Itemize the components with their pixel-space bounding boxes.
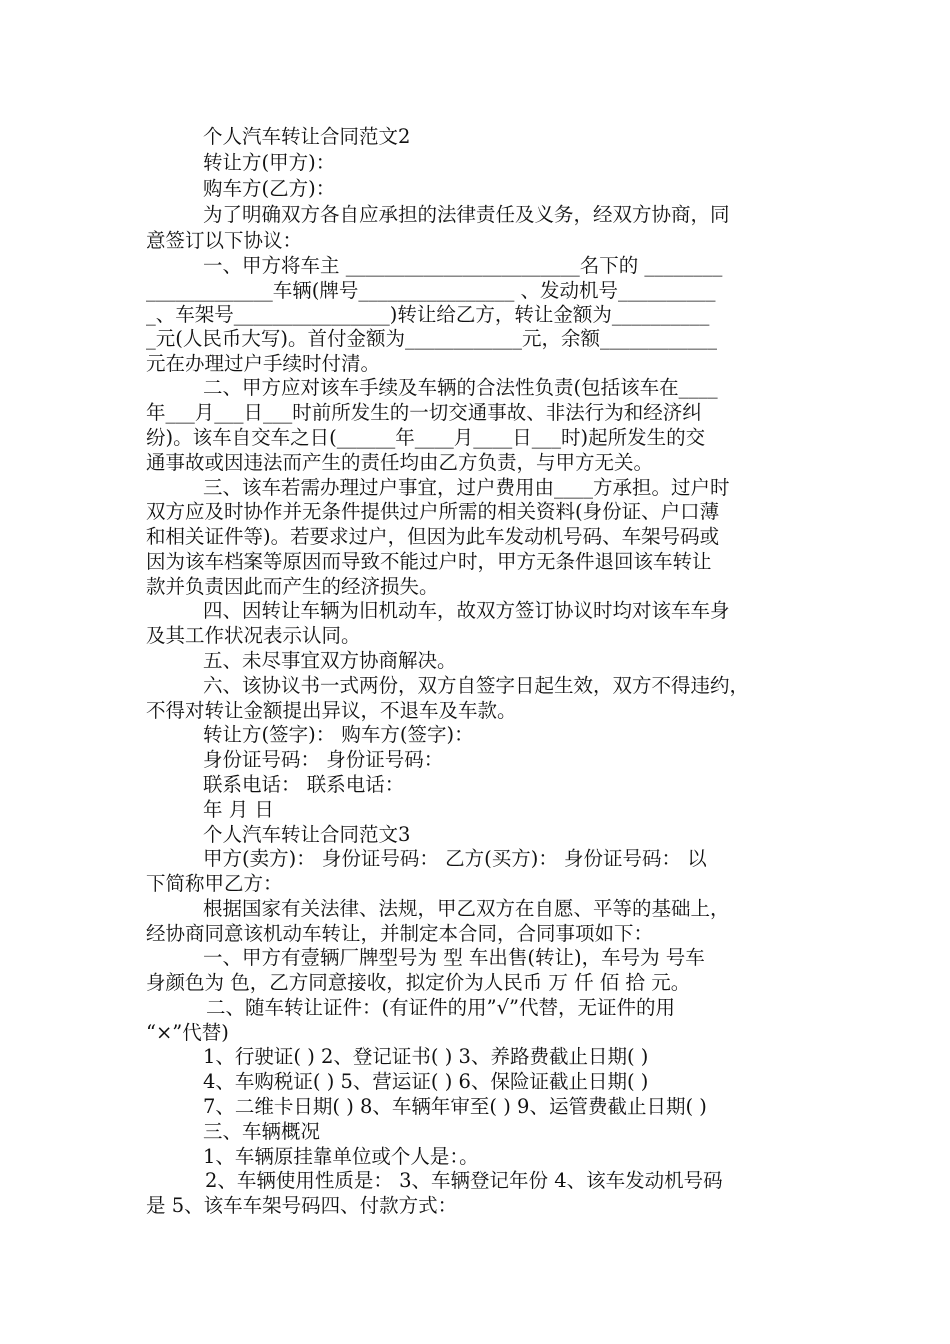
text-line: 不得对转让金额提出异议，不退车及车款。 bbox=[146, 699, 517, 722]
date-line: 年 月 日 bbox=[203, 798, 274, 821]
text-line: 下简称甲乙方： bbox=[146, 872, 283, 895]
text-line: 六、该协议书一式两份，双方自签字日起生效，双方不得违约， bbox=[203, 674, 750, 697]
text-line: 经协商同意该机动车转让，并制定本合同，合同事项如下： bbox=[146, 922, 654, 945]
text-line: 转让方(甲方)： bbox=[203, 151, 336, 174]
text-line: 1、行驶证( ) 2、登记证书( ) 3、养路费截止日期( ) bbox=[203, 1045, 649, 1068]
text-line: 购车方(乙方)： bbox=[203, 177, 336, 200]
text-line: 年___月___日___时前所发生的一切交通事故、非法行为和经济纠 bbox=[146, 401, 702, 424]
text-line: 双方应及时协作并无条件提供过户所需的相关资料(身份证、户口薄 bbox=[146, 500, 720, 523]
text-line: 因为该车档案等原因而导致不能过户时，甲方无条件退回该车转让 bbox=[146, 550, 712, 573]
text-line: 1、车辆原挂靠单位或个人是：。 bbox=[203, 1145, 479, 1168]
text-line: 转让方(签字)： 购车方(签字)： bbox=[203, 723, 474, 746]
text-line: 二、随车转让证件：(有证件的用”√”代替，无证件的用 bbox=[206, 996, 675, 1019]
text-line: 身份证号码： 身份证号码： bbox=[203, 748, 444, 771]
text-line: 五、未尽事宜双方协商解决。 bbox=[203, 649, 457, 672]
text-line: 三、车辆概况 bbox=[203, 1120, 321, 1143]
text-line: _元(人民币大写)。首付金额为____________元，余额____________ bbox=[146, 327, 717, 350]
text-line: 纷)。该车自交车之日(______年____月____日___时)起所发生的交 bbox=[146, 426, 706, 449]
text-line: 身颜色为 色，乙方同意接收，拟定价为人民币 万 仟 佰 拾 元。 bbox=[146, 971, 691, 994]
text-line: _____________车辆(牌号________________ 、发动机号__________ bbox=[146, 279, 716, 302]
text-line: 为了明确双方各自应承担的法律责任及义务，经双方协商，同 bbox=[203, 203, 730, 226]
text-line: 2、车辆使用性质是： 3、车辆登记年份 4、该车发动机号码 bbox=[205, 1169, 723, 1192]
text-line: “×”代替) bbox=[146, 1021, 229, 1044]
text-line: 通事故或因违法而产生的责任均由乙方负责，与甲方无关。 bbox=[146, 451, 654, 474]
text-line: 款并负责因此而产生的经济损失。 bbox=[146, 575, 439, 598]
text-line: 三、该车若需办理过户事宜，过户费用由____方承担。过户时 bbox=[203, 476, 730, 499]
text-line: _、车架号________________)转让给乙方，转让金额为__________ bbox=[146, 303, 710, 326]
text-line: 4、车购税证( ) 5、营运证( ) 6、保险证截止日期( ) bbox=[203, 1070, 649, 1093]
text-line: 元在办理过户手续时付清。 bbox=[146, 352, 381, 375]
text-line: 根据国家有关法律、法规，甲乙双方在自愿、平等的基础上， bbox=[203, 897, 730, 920]
text-line: 7、二维卡日期( ) 8、车辆年审至( ) 9、运管费截止日期( ) bbox=[203, 1095, 707, 1118]
text-line: 四、因转让车辆为旧机动车，故双方签订协议时均对该车车身 bbox=[203, 599, 730, 622]
text-line: 二、甲方应对该车手续及车辆的合法性负责(包括该车在____ bbox=[203, 376, 718, 399]
text-line: 和相关证件等)。若要求过户，但因为此车发动机号码、车架号码或 bbox=[146, 525, 720, 548]
contract-2-title: 个人汽车转让合同范文2 bbox=[203, 125, 411, 148]
text-line: 及其工作状况表示认同。 bbox=[146, 624, 361, 647]
text-line: 是 5、该车车架号码四、付款方式： bbox=[146, 1194, 458, 1217]
text-line: 联系电话： 联系电话： bbox=[203, 773, 405, 796]
text-line: 甲方(卖方)： 身份证号码： 乙方(买方)： 身份证号码： 以 bbox=[203, 847, 707, 870]
text-line: 一、甲方有壹辆厂牌型号为 型 车出售(转让)，车号为 号车 bbox=[203, 946, 705, 969]
contract-3-title: 个人汽车转让合同范文3 bbox=[203, 823, 411, 846]
text-line: 意签订以下协议： bbox=[146, 229, 303, 252]
text-line: 一、甲方将车主 ________________________名下的 ________ bbox=[203, 254, 723, 277]
